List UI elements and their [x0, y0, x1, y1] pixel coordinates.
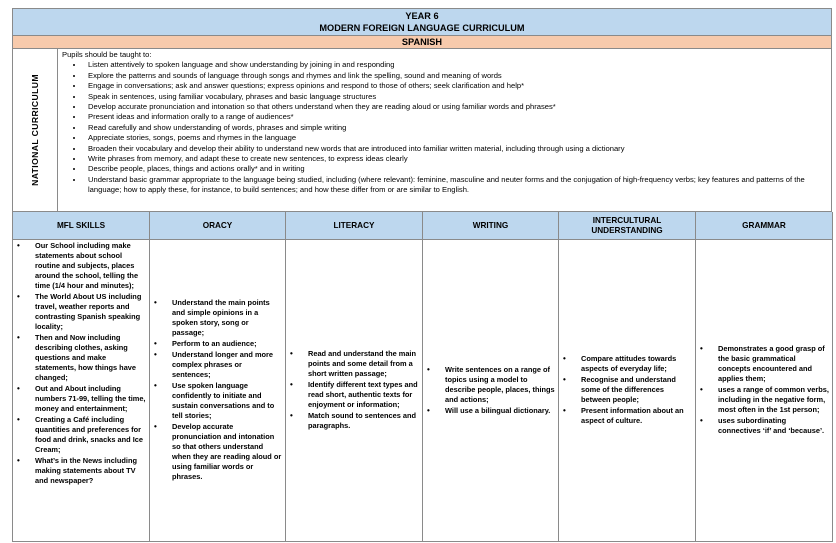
list-item: • Match sound to sentences and paragraphs. [290, 411, 417, 430]
column-header-writing: WRITING [423, 212, 559, 240]
list-item: • Understand longer and more complex phrases or sentences; [154, 350, 274, 379]
nc-item: • Understand basic grammar appropriate to the language being studied, including (where relevant): feminine, masculine and neuter forms and the conjugation of high-frequency verbs; key features and patterns of the language; how to apply these, for instance, to build sentences; and how these differ from or are similar to English. [84, 175, 827, 196]
oracy-list [153, 298, 282, 482]
literacy-list [289, 349, 419, 431]
list-item: • Compare attitudes towards aspects of everyday life; [563, 354, 677, 373]
list-item: • Demonstrates a good grasp of the basic grammatical concepts encountered and applies them; [700, 344, 825, 383]
nc-item: • Listen attentively to spoken language and show understanding by joining in and responding [84, 60, 827, 70]
list-item: • uses subordinating connectives ‘if’ and ‘because’. [700, 416, 825, 435]
nc-item: • Present ideas and information orally to a range of audiences* [84, 112, 827, 122]
nc-item: • Broaden their vocabulary and develop their ability to understand new words that are introduced into familiar written material, including through using a dictionary [84, 144, 827, 154]
column-header-intercultural: INTERCULTURAL UNDERSTANDING [559, 212, 696, 240]
list-item: • Understand the main points and simple opinions in a spoken story, song or passage; [154, 298, 270, 337]
skills-header-row [13, 212, 833, 240]
list-item: • Then and Now including describing clothes, asking questions and make statements, how things have changed; [17, 333, 137, 382]
cell-oracy [150, 240, 286, 542]
list-item: • Perform to an audience; [154, 339, 257, 348]
list-item: • Out and About including numbers 71-99, telling the time, money and entertainment; [17, 384, 146, 413]
column-header-grammar: GRAMMAR [696, 212, 833, 240]
nc-item: • Write phrases from memory, and adapt these to create new sentences, to express ideas clearly [84, 154, 827, 164]
column-header-oracy: ORACY [150, 212, 286, 240]
nc-item: • Appreciate stories, songs, poems and rhymes in the language [84, 133, 827, 143]
skills-content-row [13, 240, 833, 542]
nc-item: • Speak in sentences, using familiar vocabulary, phrases and basic language structures [84, 92, 827, 102]
nc-item: • Engage in conversations; ask and answer questions; express opinions and respond to those of others; seek clarification and help* [84, 81, 827, 91]
list-item: • Recognise and understand some of the differences between people; [563, 375, 676, 404]
nc-item: • Explore the patterns and sounds of language through songs and rhymes and link the spelling, sound and meaning of words [84, 71, 827, 81]
national-curriculum-label: NATIONAL CURRICULUM [30, 74, 40, 186]
year-title: YEAR 6 [405, 11, 439, 21]
national-curriculum-side [13, 49, 58, 211]
skills-table [12, 212, 833, 542]
intercultural-list [562, 354, 692, 426]
grammar-list [699, 344, 829, 436]
national-curriculum-intro: Pupils should be taught to: [62, 50, 152, 59]
cell-literacy [286, 240, 423, 542]
column-header-mfl-skills: MFL SKILLS [13, 212, 150, 240]
list-item: • uses a range of common verbs, including in the negative form, most often in the 1st person; [700, 385, 829, 414]
cell-intercultural [559, 240, 696, 542]
cell-mfl-skills [13, 240, 150, 542]
list-item: • Our School including make statements about school routine and subjects, places around the school, telling the time (1/4 hour and minutes); [17, 241, 139, 290]
nc-item: • Read carefully and show understanding of words, phrases and simple writing [84, 123, 827, 133]
list-item: • Present information about an aspect of culture. [563, 406, 684, 425]
writing-list [426, 365, 555, 416]
list-item: • The World About US including travel, weather reports and contrasting Spanish speaking locality; [17, 292, 142, 331]
cell-grammar [696, 240, 833, 542]
list-item: • Identify different text types and read short, authentic texts for enjoyment or information; [290, 380, 418, 409]
nc-item: • Describe people, places, things and actions orally* and in writing [84, 164, 827, 174]
list-item: • Write sentences on a range of topics using a model to describe people, places, things and actions; [427, 364, 555, 404]
curriculum-document [12, 8, 832, 542]
national-curriculum-body [58, 49, 831, 211]
list-item: • Will use a bilingual dictionary. [427, 405, 551, 415]
cell-writing [423, 240, 559, 542]
mfl-list [16, 241, 146, 486]
list-item: • What’s in the News including making statements about TV and newspaper? [17, 456, 137, 485]
column-header-literacy: LITERACY [286, 212, 423, 240]
national-curriculum-list [62, 60, 827, 195]
language-banner: SPANISH [12, 36, 832, 49]
list-item: • Use spoken language confidently to initiate and sustain conversations and to tell stories; [154, 381, 275, 420]
nc-item: • Develop accurate pronunciation and intonation so that others understand when they are reading aloud or using familiar words and phrases* [84, 102, 827, 112]
title-header [12, 8, 832, 36]
curriculum-title: MODERN FOREIGN LANGUAGE CURRICULUM [319, 23, 525, 33]
list-item: • Creating a Café including quantities and preferences for food and drink, snacks and Ice Cream; [17, 415, 144, 454]
national-curriculum-section [12, 49, 832, 212]
list-item: • Read and understand the main points and some detail from a short written passage; [290, 349, 417, 378]
list-item: • Develop accurate pronunciation and intonation so that others understand when they are reading aloud or using familiar words or phrases. [154, 422, 282, 481]
